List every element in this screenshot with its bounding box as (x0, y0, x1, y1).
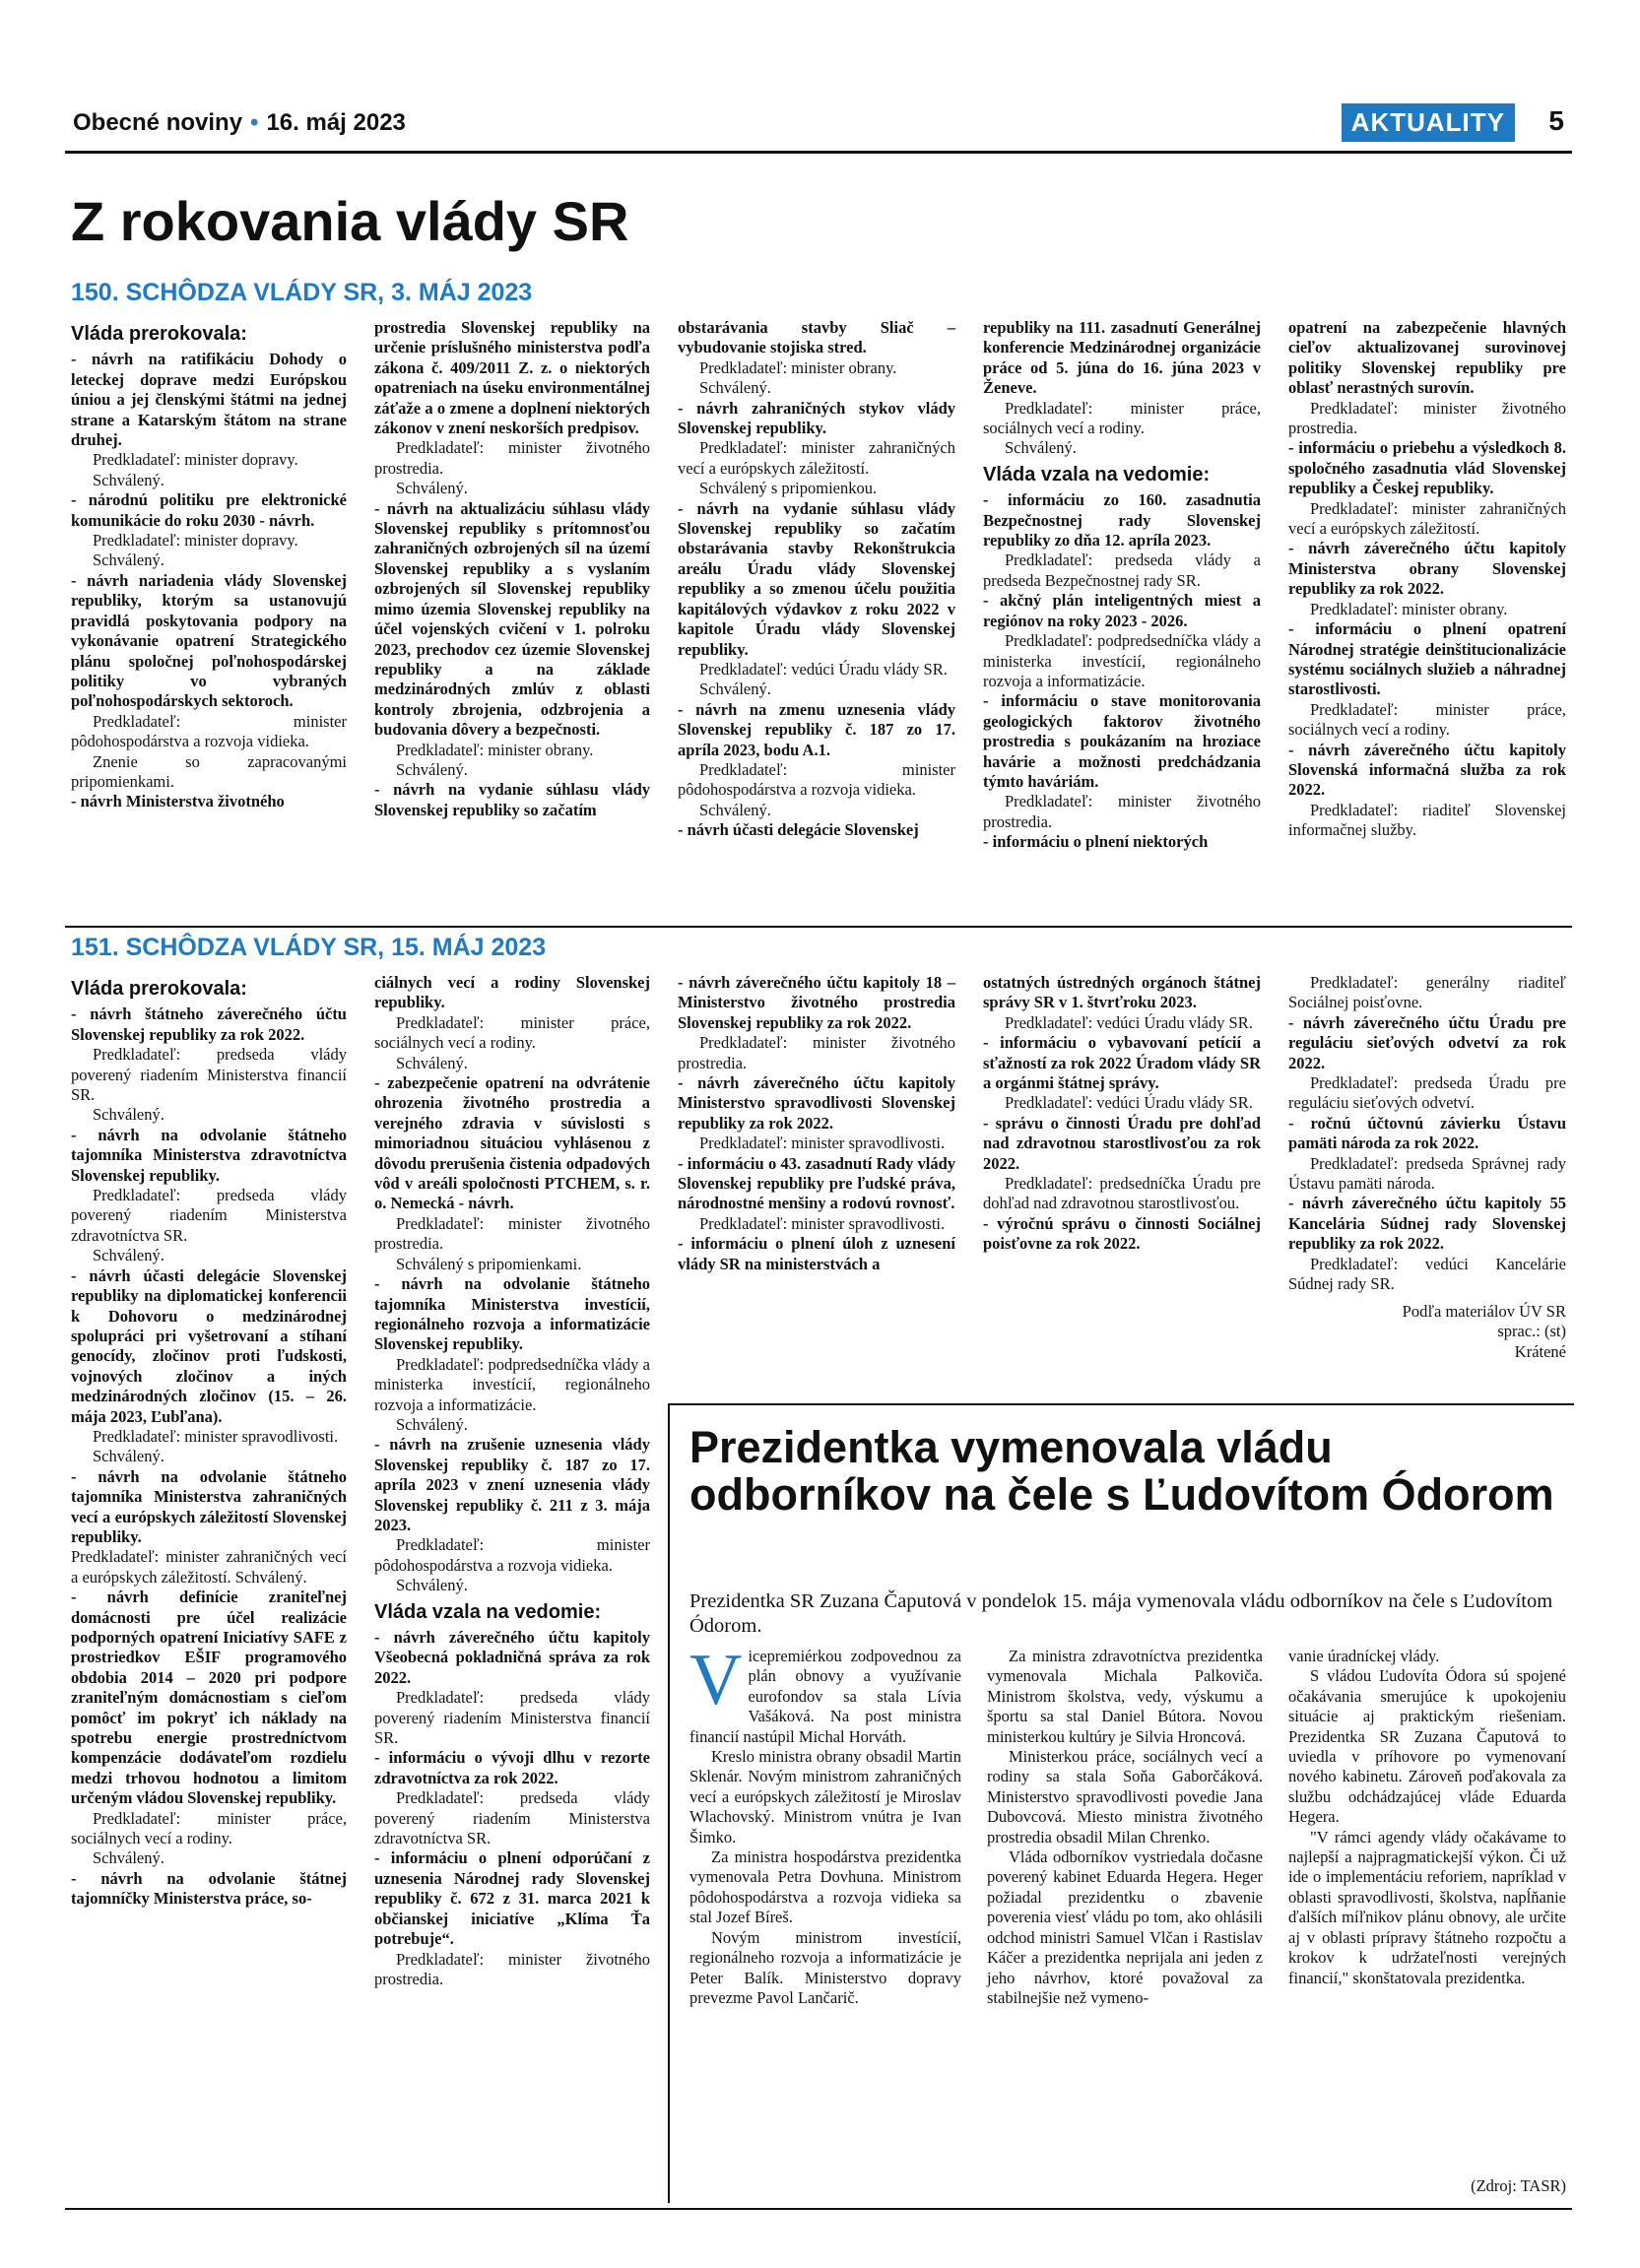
agenda-note: Predkladateľ: predseda vlády poverený riadením Ministerstva financií SR. (374, 1688, 650, 1748)
article-col-3 (1288, 1647, 1566, 1988)
agenda-note: Predkladateľ: minister práce, sociálnych vecí a rodiny. (1288, 699, 1566, 740)
agenda-item: - informáciu o 43. zasadnutí Rady vlády Slovenskej republiky pre ľudské práva, národnostné menšiny a rodovú rovnosť. (678, 1153, 955, 1213)
agenda-note: Predkladateľ: minister spravodlivosti. (699, 1213, 946, 1233)
article-paragraph: Ministerkou práce, sociálnych vecí a rodiny sa stala Soňa Gaborčáková. Ministerstvo spravodlivosti povedie Jana Dubovcová. Miesto ministra životného prostredia obsadil Milan Chrenko. (987, 1747, 1263, 1847)
agenda-item: ostatných ústredných orgánoch štátnej správy SR v 1. štvrťroku 2023. (983, 973, 1261, 1012)
agenda-item: - návrh na zrušenie uznesenia vlády Slovenskej republiky č. 187 zo 17. apríla 2023 v znení uznesenia vlády Slovenskej republiky č. 211 z 3. mája 2023. (374, 1435, 650, 1534)
agenda-note: Predkladateľ: minister obrany. (396, 740, 594, 759)
article-lead: Prezidentka SR Zuzana Čaputová v pondelok 15. mája vymenovala vládu odborníkov na čele s Ľudovítom Ódorom. (689, 1590, 1553, 1637)
bullet-icon: • (250, 109, 259, 136)
agenda-item: - návrh záverečného účtu kapitoly Slovenská informačná služba za rok 2022. (1288, 740, 1566, 800)
agenda-note: Znenie so zapracovanými pripomienkami. (71, 751, 347, 791)
agenda-note: Predkladateľ: minister pôdohospodárstva a rozvoja vidieka. (71, 711, 347, 751)
article-col-1 (689, 1640, 961, 2008)
article-paragraph: Kreslo ministra obrany obsadil Martin Sklenár. Novým ministrom zahraničných vecí a európskych záležitostí je Miroslav Wlachovský. Ministrom vnútra je Ivan Šimko. (689, 1747, 961, 1847)
agenda-item: - návrh záverečného účtu kapitoly Ministerstva obrany Slovenskej republiky za rok 2022. (1288, 539, 1566, 599)
agenda-note: Predkladateľ: minister zahraničných vecí a európskych záležitostí. Schválený. (71, 1547, 347, 1587)
agenda-item: - návrh záverečného účtu Úradu pre reguláciu sieťových odvetví za rok 2022. (1288, 1012, 1566, 1072)
agenda-note: Predkladateľ: minister dopravy. (93, 531, 298, 551)
agenda-item: - návrh zahraničných stykov vlády Slovenskej republiky. (678, 398, 955, 438)
agenda-note: Predkladateľ: minister pôdohospodárstva a rozvoja vidieka. (374, 1535, 650, 1575)
page-number: 5 (1548, 105, 1564, 136)
agenda-note: Predkladateľ: minister práce, sociálnych vecí a rodiny. (374, 1012, 650, 1053)
agenda-item: - návrh na ratifikáciu Dohody o leteckej doprave medzi Európskou úniou a jej členskými štátmi na jednej strane a Katarským štátom na strane druhej. (71, 350, 347, 450)
session-151-col-5 (1288, 973, 1566, 1295)
agenda-item: - výročnú správu o činnosti Sociálnej poisťovne za rok 2022. (983, 1213, 1261, 1254)
session-150-col-3 (678, 318, 955, 841)
agenda-item: - návrh na vydanie súhlasu vlády Slovenskej republiky so začatím (374, 780, 650, 819)
agenda-item: - návrh účasti delegácie Slovenskej republiky na diplomatickej konferencii k Dohovoru o medzinárodnej spolupráci pri vyšetrovaní a stíhaní genocídy, zločinov proti ľudskosti, vojnových zločinov a iných medzinárodných zločinov (15. – 26. mája 2023, Ľubľana). (71, 1265, 347, 1426)
agenda-note: Schválený s pripomienkou. (699, 479, 878, 498)
agenda-note: Predkladateľ: podpredsedníčka vlády a ministerka investícií, regionálneho rozvoja a informatizácie. (983, 631, 1261, 690)
session-150-col-5 (1288, 318, 1566, 841)
source-line-1: Podľa materiálov ÚV SR (1402, 1302, 1566, 1321)
session-150-col-4 (983, 318, 1261, 853)
agenda-item: - návrh záverečného účtu kapitoly Všeobecná pokladničná správa za rok 2022. (374, 1628, 650, 1687)
agenda-item: - návrh na odvolanie štátneho tajomníka Ministerstva zdravotníctva Slovenskej republiky. (71, 1125, 347, 1185)
section-subheading: Vláda prerokovala: (71, 323, 247, 345)
session-150-col-1 (71, 318, 347, 812)
source-note (1288, 1302, 1566, 1362)
session-151-heading: 151. SCHÔDZA VLÁDY SR, 15. MÁJ 2023 (71, 934, 547, 961)
session-151-col-2 (374, 973, 650, 1989)
agenda-note: Predkladateľ: vedúci Úradu vlády SR. (1005, 1012, 1253, 1032)
agenda-note: Predkladateľ: vedúci Úradu vlády SR. (1005, 1093, 1253, 1113)
agenda-item: - návrh nariadenia vlády Slovenskej republiky, ktorým sa ustanovujú pravidlá poskytovania podpory na vykonávanie opatrení Strategického plánu spoločnej poľnohospodárskej politiky vo vybraných poľnohospodárskych sektoroch. (71, 570, 347, 711)
agenda-note: Schválený. (396, 479, 468, 498)
article-paragraph: vanie úradníckej vlády. (1288, 1647, 1440, 1665)
article-paragraph: "V rámci agendy vlády očakávame to najlepší a najpragmatickejší výkon. Či už ide o implementáciu reforiem, napríklad v oblasti spravodlivosti, školstva, napĺňanie ďalších míľnikov plánu obnovy, ale určite aj v oblasti prípravy štátneho rozpočtu a krokov k udržateľnosti verejných financií," skonštatovala prezidentka. (1288, 1827, 1566, 1987)
paper-name: Obecné noviny (73, 109, 243, 136)
article-paragraph: Novým ministrom investícií, regionálneho rozvoja a informatizácie je Peter Balík. Ministerstvo dopravy prevezme Pavol Lančarič. (689, 1927, 961, 2007)
section-subheading: Vláda prerokovala: (71, 978, 247, 1000)
section-subheading: Vláda vzala na vedomie: (374, 1600, 602, 1623)
agenda-note: Predkladateľ: minister životného prostredia. (678, 1033, 955, 1072)
masthead (73, 109, 406, 137)
agenda-item: - návrh definície zraniteľnej domácnosti pre účel realizácie podporných opatrení Iniciatívy SAFE z prostriedkov EŠIF programového obdobia 2014 – 2020 pri podpore zraniteľným domácnostiam s cieľom pomôcť im pokryť ich náklady na spotrebu energie prostredníctvom kompenzácie dodávateľom rozdielu medzi trhovou hodnotou a limitom určeným vládou Slovenskej republiky. (71, 1588, 347, 1808)
agenda-note: Predkladateľ: podpredsedníčka vlády a ministerka investícií, regionálneho rozvoja a informatizácie. (374, 1354, 650, 1414)
agenda-item: - ročnú účtovnú závierku Ústavu pamäti národa za rok 2022. (1288, 1113, 1566, 1153)
agenda-item: - informáciu o priebehu a výsledkoch 8. spoločného zasadnutia vlád Slovenskej republiky a Českej republiky. (1288, 438, 1566, 498)
agenda-item: - návrh štátneho záverečného účtu Slovenskej republiky za rok 2022. (71, 1004, 347, 1044)
agenda-item: - návrh záverečného účtu kapitoly 18 – Ministerstvo životného prostredia Slovenskej republiky za rok 2022. (678, 973, 955, 1032)
agenda-item: - návrh Ministerstva životného (71, 792, 285, 811)
article-paragraph: icepremiérkou zodpovednou za plán obnovy a využívanie eurofondov sa stala Lívia Vašáková. Na post ministra financií nastúpil Michal Horváth. (689, 1647, 961, 1746)
agenda-note: Schválený. (93, 551, 164, 570)
agenda-note: Schválený. (1005, 438, 1077, 458)
session-151-col-1 (71, 973, 347, 1910)
agenda-note: Schválený. (396, 1414, 468, 1434)
agenda-note: Predkladateľ: predseda vlády poverený riadením Ministerstva zdravotníctva SR. (374, 1788, 650, 1848)
agenda-note: Schválený. (93, 1246, 164, 1265)
agenda-note: Schválený. (396, 1576, 468, 1595)
agenda-note: Predkladateľ: riaditeľ Slovenskej informačnej služby. (1288, 800, 1566, 840)
article-title: Prezidentka vymenovala vládu odborníkov na čele s Ľudovítom Ódorom (689, 1422, 1554, 1520)
bottom-rule (65, 2208, 1572, 2210)
drop-cap: V (689, 1640, 743, 1720)
page-title: Z rokovania vlády SR (71, 190, 629, 252)
agenda-note: Predkladateľ: minister dopravy. (93, 450, 298, 470)
agenda-item: - návrh na vydanie súhlasu vlády Slovenskej republiky so začatím obstarávania stavby Rekonštrukcia areálu Úradu vlády Slovenskej republiky a so zmenou účelu použitia kapitálových výdavkov z roku 2022 v kapitole Úradu vlády Slovenskej republiky. (678, 498, 955, 659)
agenda-note: Schválený. (699, 680, 771, 699)
agenda-item: - návrh záverečného účtu kapitoly 55 Kancelária Súdnej rady Slovenskej republiky za rok 2022. (1288, 1194, 1566, 1254)
agenda-item: ciálnych vecí a rodiny Slovenskej republiky. (374, 973, 650, 1012)
agenda-item: - informáciu o plnení odporúčaní z uznesenia Národnej rady Slovenskej republiky č. 672 z 31. marca 2021 k občianskej iniciatíve „Klíma Ťa potrebuje“. (374, 1848, 650, 1949)
article-paragraph: S vládou Ľudovíta Ódora sú spojené očakávania smerujúce k upokojeniu situácie aj praktickým riešeniam. Prezidentka SR Zuzana Čaputová to uviedla v príhovore po vymenovaní nového kabinetu. Zároveň poďakovala za službu odchádzajúcej vláde Eduarda Hegera. (1288, 1666, 1566, 1827)
agenda-item: - návrh na odvolanie štátneho tajomníka Ministerstva investícií, regionálneho rozvoja a informatizácie Slovenskej republiky. (374, 1274, 650, 1354)
agenda-item: - informáciu o plnení niektorých (983, 832, 1209, 852)
section-subheading: Vláda vzala na vedomie: (983, 463, 1211, 486)
agenda-item: - návrh na odvolanie štátnej tajomníčky Ministerstva práce, so- (71, 1868, 347, 1909)
agenda-note: Predkladateľ: predsedníčka Úradu pre dohľad nad zdravotnou starostlivosťou. (983, 1174, 1261, 1213)
agenda-item: prostredia Slovenskej republiky na určenie príslušného ministerstva podľa zákona č. 409/2011 Z. z. o niektorých opatreniach na úseku environmentálnej záťaže a o zmene a doplnení niektorých zákonov v znení neskorších predpisov. (374, 318, 650, 438)
agenda-note: Predkladateľ: minister obrany. (1310, 599, 1508, 618)
agenda-item: - informáciu o stave monitorovania geologických faktorov životného prostredia s poukázaním na hroziace havárie a možnosti predchádzania týmto haváriám. (983, 691, 1261, 791)
article-paragraph: Vláda odborníkov vystriedala dočasne poverený kabinet Eduarda Hegera. Heger požiadal prezidentku o zbavenie poverenia viesť vládu po tom, ako ohlásili odchod ministri Samuel Vlčan i Rastislav Káčer a prezidentka neprijala ani jeden z jeho návrhov, ktoré považoval za stabilnejšie než vymeno- (987, 1847, 1263, 2007)
agenda-note: Predkladateľ: vedúci Úradu vlády SR. (699, 659, 948, 679)
agenda-note: Schválený. (699, 378, 771, 398)
agenda-note: Predkladateľ: minister spravodlivosti. (93, 1426, 339, 1446)
agenda-note: Predkladateľ: predseda Úradu pre reguláciu sieťových odvetví. (1288, 1073, 1566, 1113)
agenda-note: Predkladateľ: minister zahraničných vecí a európskych záležitostí. (678, 438, 955, 478)
agenda-item: - zabezpečenie opatrení na odvrátenie ohrozenia životného prostredia a verejného zdravia v súvislosti s mimoriadnou situáciou vyhlásenou z dôvodu prerušenia čistenia odpadových vôd v areáli spoločnosti PTCHEM, s. r. o. Nemecká - návrh. (374, 1073, 650, 1213)
session-151-col-4 (983, 973, 1261, 1255)
agenda-item: republiky na 111. zasadnutí Generálnej konferencie Medzinárodnej organizácie práce od 5. júna do 16. júna 2023 v Ženeve. (983, 318, 1261, 398)
agenda-item: - návrh záverečného účtu kapitoly Ministerstvo spravodlivosti Slovenskej republiky za rok 2022. (678, 1073, 955, 1133)
agenda-note: Predkladateľ: generálny riaditeľ Sociálnej poisťovne. (1288, 973, 1566, 1012)
agenda-note: Predkladateľ: predseda vlády a predseda Bezpečnostnej rady SR. (983, 551, 1261, 590)
agenda-item: - informáciu o vývoji dlhu v rezorte zdravotníctva za rok 2022. (374, 1748, 650, 1787)
agenda-note: Predkladateľ: minister životného prostredia. (374, 1949, 650, 1988)
agenda-item: - návrh na zmenu uznesenia vlády Slovenskej republiky č. 187 zo 17. apríla 2023, bodu A.1. (678, 699, 955, 759)
agenda-item: - informáciu o plnení opatrení Národnej stratégie deinštitucionalizácie systému sociálnych služieb a náhradnej starostlivosti. (1288, 619, 1566, 699)
agenda-note: Predkladateľ: predseda Správnej rady Ústavu pamäti národa. (1288, 1153, 1566, 1194)
agenda-note: Schválený. (93, 1105, 164, 1125)
agenda-item: obstarávania stavby Sliač – vybudovanie stojiska stred. (678, 318, 955, 357)
agenda-note: Predkladateľ: minister životného prostredia. (374, 438, 650, 478)
agenda-item: - národnú politiku pre elektronické komunikácie do roku 2030 - návrh. (71, 490, 347, 530)
agenda-item: - návrh na odvolanie štátneho tajomníka Ministerstva zahraničných vecí a európskych záležitostí Slovenskej republiky. (71, 1466, 347, 1546)
session-151-col-3 (678, 973, 955, 1274)
agenda-note: Predkladateľ: predseda vlády poverený riadením Ministerstva financií SR. (71, 1045, 347, 1105)
session-150-col-2 (374, 318, 650, 820)
agenda-note: Predkladateľ: minister práce, sociálnych vecí a rodiny. (71, 1808, 347, 1848)
agenda-note: Predkladateľ: predseda vlády poverený riadením Ministerstva zdravotníctva SR. (71, 1186, 347, 1245)
agenda-note: Predkladateľ: minister spravodlivosti. (699, 1134, 946, 1153)
agenda-note: Predkladateľ: minister životného prostredia. (983, 792, 1261, 831)
agenda-note: Predkladateľ: minister obrany. (699, 357, 897, 377)
page-header (65, 103, 1572, 154)
agenda-note: Schválený. (93, 1848, 164, 1868)
agenda-note: Schválený. (396, 759, 468, 779)
divider (65, 926, 1572, 928)
agenda-note: Schválený. (93, 470, 164, 489)
article-col-2 (987, 1647, 1263, 2008)
source-line-3: Krátené (1514, 1341, 1566, 1361)
section-badge: AKTUALITY (1342, 103, 1515, 142)
agenda-item: - návrh účasti delegácie Slovenskej (678, 820, 919, 840)
agenda-note: Schválený. (396, 1053, 468, 1072)
agenda-item: - informáciu o vybavovaní petícií a sťažností za rok 2022 Úradom vlády SR a orgánmi štátnej správy. (983, 1033, 1261, 1093)
agenda-item: opatrení na zabezpečenie hlavných cieľov aktualizovanej surovinovej politiky Slovenskej republiky pre oblasť nerastných surovín. (1288, 318, 1566, 398)
agenda-note: Predkladateľ: minister zahraničných vecí a európskych záležitostí. (1288, 498, 1566, 539)
agenda-item: - akčný plán inteligentných miest a regiónov na roky 2023 - 2026. (983, 591, 1261, 630)
agenda-note: Schválený. (699, 800, 771, 819)
article-paragraph: Za ministra hospodárstva prezidentka vymenovala Petra Dovhuna. Ministrom pôdohospodárstva a rozvoja vidieka sa stal Jozef Bíreš. (689, 1847, 961, 1927)
agenda-note: Predkladateľ: minister práce, sociálnych vecí a rodiny. (983, 398, 1261, 438)
agenda-note: Schválený s pripomienkami. (396, 1254, 582, 1273)
agenda-note: Predkladateľ: vedúci Kancelárie Súdnej rady SR. (1288, 1254, 1566, 1294)
agenda-item: - informáciu o plnení úloh z uznesení vlády SR na ministerstvách a (678, 1234, 955, 1273)
agenda-note: Predkladateľ: minister životného prostredia. (374, 1213, 650, 1254)
article-paragraph: Za ministra zdravotníctva prezidentka vymenovala Michala Palkoviča. Ministrom školstva, vedy, výskumu a športu sa stal Daniel Bútora. Novou ministerkou kultúry je Silvia Hroncová. (987, 1647, 1263, 1746)
agenda-item: - návrh na aktualizáciu súhlasu vlády Slovenskej republiky s prítomnosťou zahraničných ozbrojených síl na území Slovenskej republiky a s vyslaním ozbrojených síl Slovenskej republiky mimo územia Slovenskej republiky na účel vojenských cvičení v 1. polroku 2023, prechodov cez územie Slovenskej republiky a na základe medzinárodných zmlúv z oblasti kontroly zbrojenia, odzbrojenia a budovania dôvery a bezpečnosti. (374, 498, 650, 740)
article-source: (Zdroj: TASR) (1471, 2176, 1566, 2195)
agenda-item: - správu o činnosti Úradu pre dohľad nad zdravotnou starostlivosťou za rok 2022. (983, 1113, 1261, 1173)
agenda-note: Predkladateľ: minister životného prostredia. (1288, 398, 1566, 438)
source-line-2: sprac.: (st) (1497, 1322, 1566, 1341)
issue-date: 16. máj 2023 (266, 109, 406, 136)
agenda-item: - informáciu zo 160. zasadnutia Bezpečnostnej rady Slovenskej republiky zo dňa 12. apríla 2023. (983, 490, 1261, 551)
session-150-heading: 150. SCHÔDZA VLÁDY SR, 3. MÁJ 2023 (71, 279, 533, 306)
agenda-note: Predkladateľ: minister pôdohospodárstva a rozvoja vidieka. (678, 759, 955, 800)
agenda-note: Schválený. (93, 1447, 164, 1466)
